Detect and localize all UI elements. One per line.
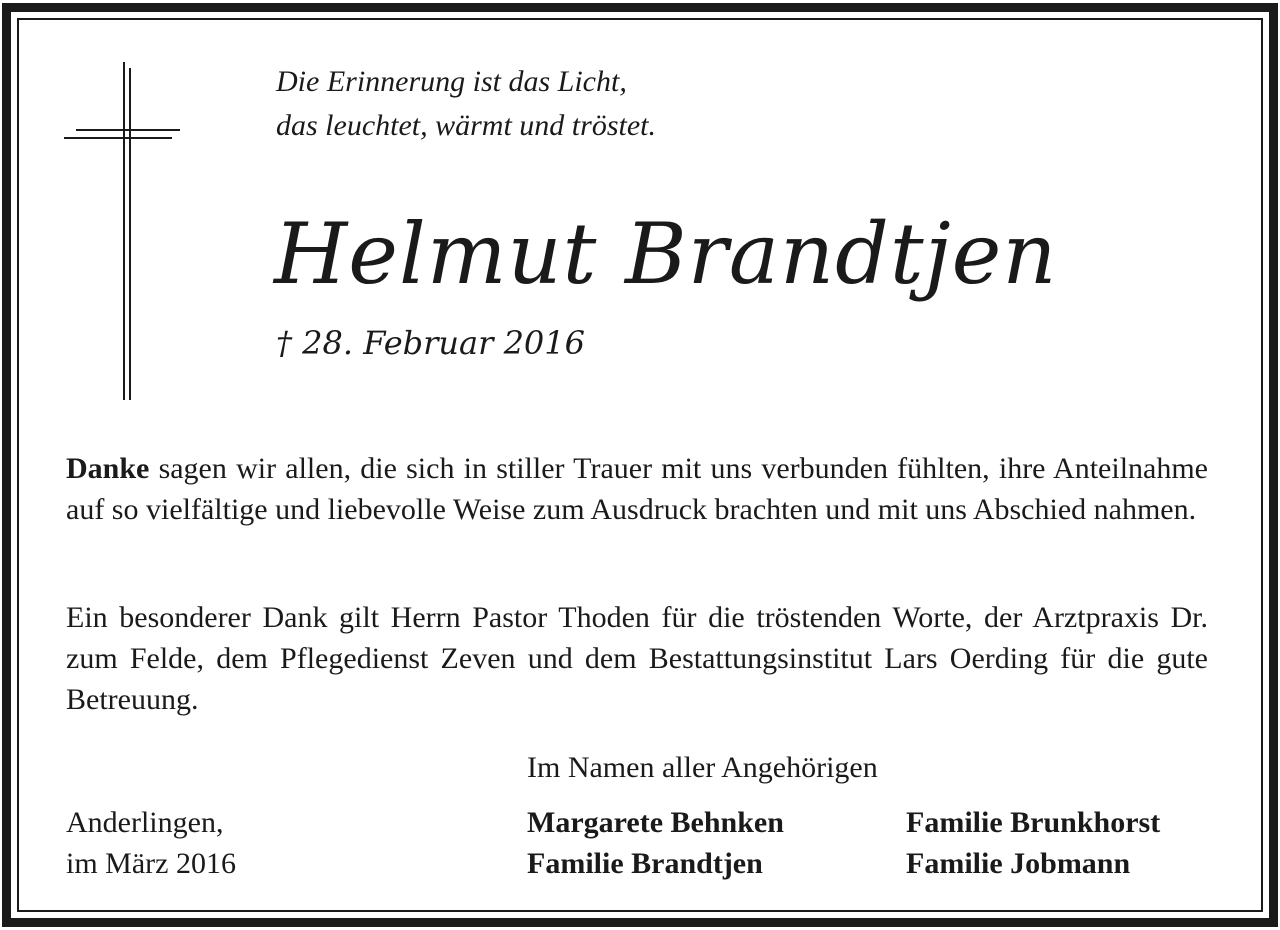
signatory: Margarete Behnken — [527, 806, 784, 839]
deceased-name: Helmut Brandtjen — [274, 205, 1058, 303]
signatory: Familie Brandtjen — [527, 847, 763, 880]
thanks-paragraph — [66, 448, 1208, 530]
thanks-text: sagen wir allen, die sich in stiller Trauer mit uns verbunden fühlten, ihre Anteilnahme auf so vielfältige und liebevolle Weise zum Ausdruck brachten und mit uns Abschied nahmen. — [66, 452, 1208, 526]
place-line: Anderlingen, — [66, 806, 224, 839]
signatories-column-2 — [906, 802, 1160, 884]
death-date: † 28. Februar 2016 — [276, 324, 585, 362]
signoff-intro: Im Namen aller Angehörigen — [527, 751, 878, 784]
special-thanks-paragraph: Ein besonderer Dank gilt Herrn Pastor Thoden für die tröstenden Worte, der Arztpraxis Dr. zum Felde, dem Pflegedienst Zeven und dem Bestattungsinstitut Lars Oerding für die gute Betreuung. — [66, 601, 1208, 716]
cross-icon — [60, 60, 190, 405]
signatory: Familie Brunkhorst — [906, 806, 1161, 839]
date-line: im März 2016 — [66, 847, 236, 880]
memorial-quote: Die Erinnerung ist das Licht, das leuchtet, wärmt und tröstet. — [276, 65, 656, 142]
thanks-lead-word: Danke — [66, 452, 150, 485]
signatory: Familie Jobmann — [906, 847, 1131, 880]
signatories-column-1 — [527, 802, 784, 884]
place-date — [66, 802, 236, 884]
